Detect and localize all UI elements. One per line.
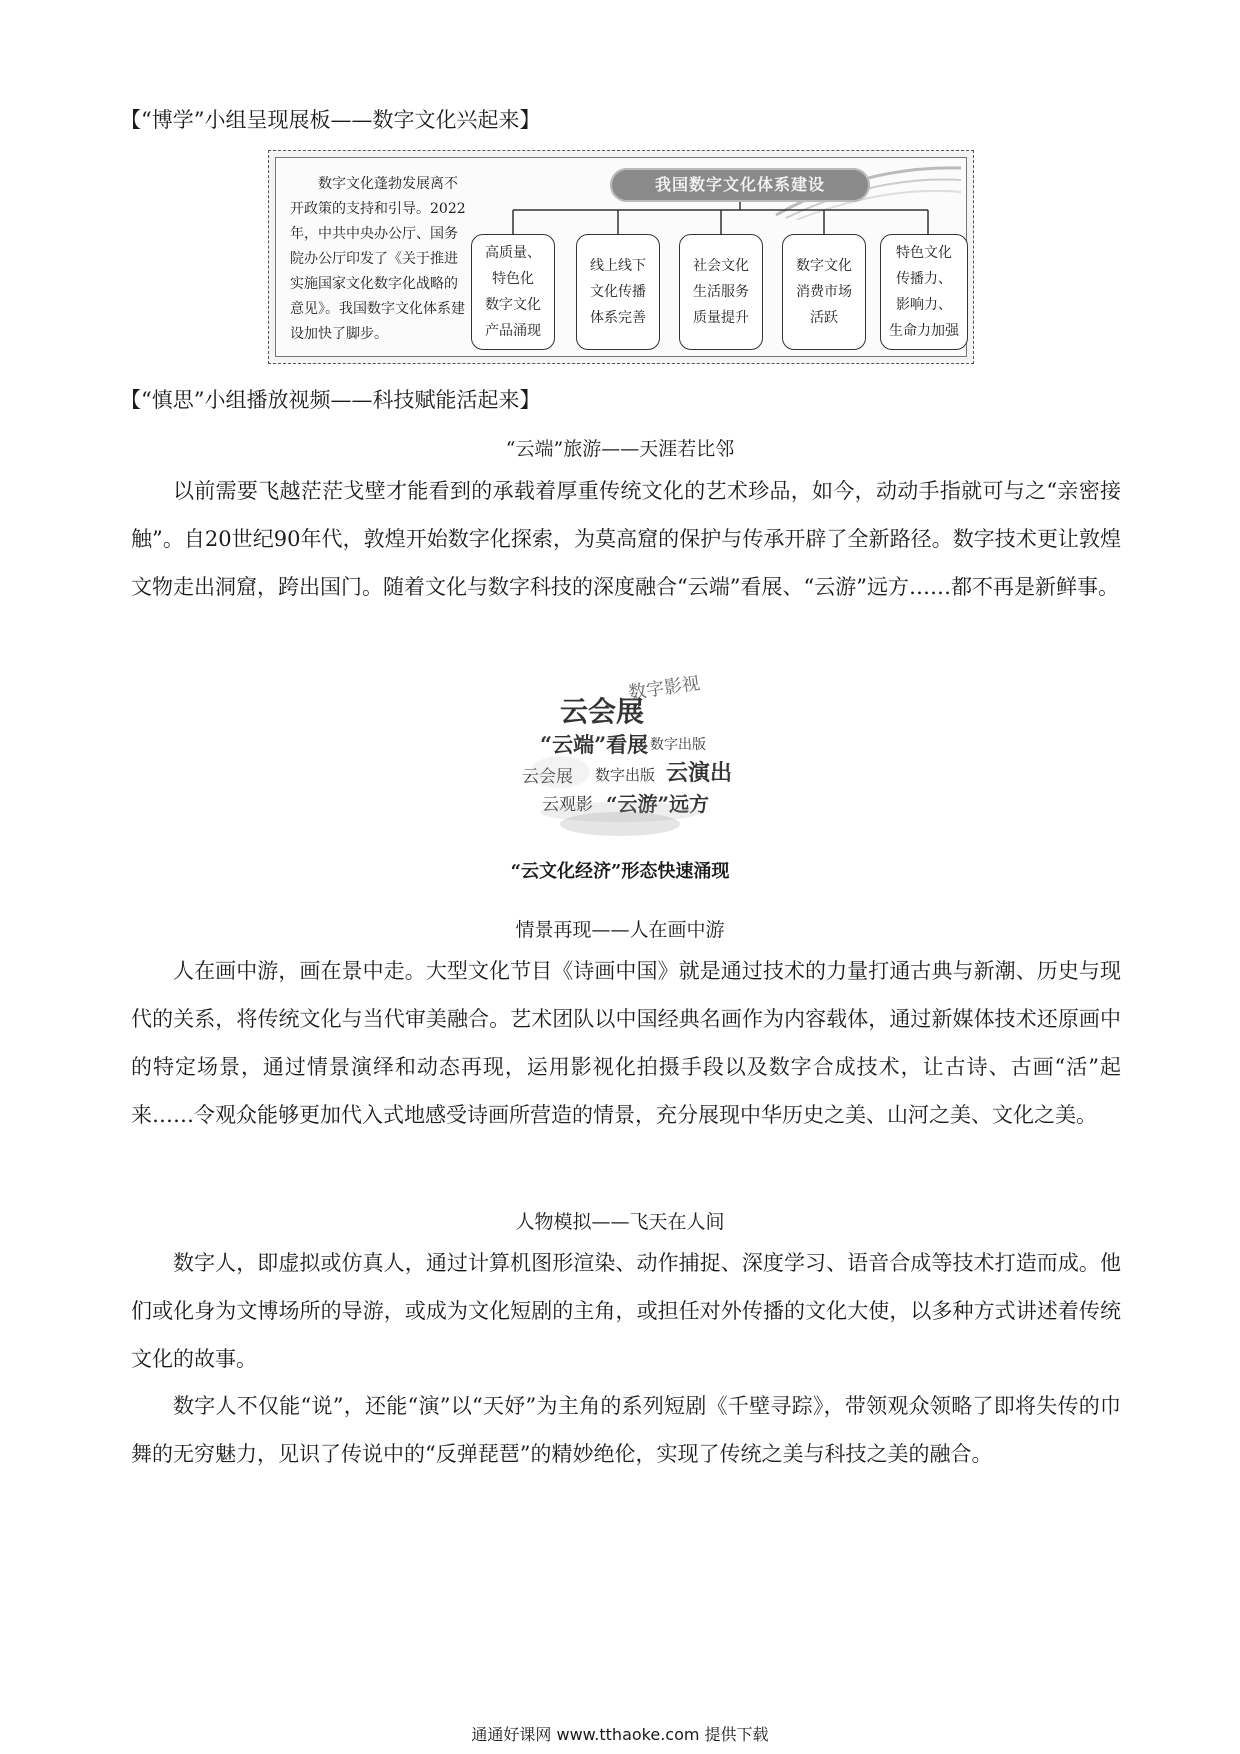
word-cloud [520, 672, 733, 842]
box-line: 高质量、 [485, 245, 541, 261]
cloud-word: 数字出版 [595, 766, 656, 784]
box-line: 产品涌现 [485, 323, 541, 339]
cloud-word: “云游”远方 [606, 792, 710, 816]
board-box-4 [782, 234, 866, 350]
box-line: 文化传播 [590, 284, 646, 300]
box-line: 传播力、 [896, 271, 952, 287]
board-box-5 [880, 234, 968, 350]
board-intro-text: 数字文化蓬勃发展离不开政策的支持和引导。2022年，中共中央办公厅、国务院办公厅印发了《关于推进实施国家文化数字化战略的意见》。我国数字文化体系建设加快了脚步。 [290, 176, 466, 342]
paragraph-scene-recreation: 人在画中游，画在景中走。大型文化节目《诗画中国》就是通过技术的力量打通古典与新潮、历史与现代的关系，将传统文化与当代审美融合。艺术团队以中国经典名画作为内容载体，通过新媒体技术还原画中的特定场景，通过情景演绎和动态再现，运用影视化拍摄手段以及数字合成技术，让古诗、古画“活”起来……令观众能够更加代入式地感受诗画所营造的情景，充分展现中华历史之美、山河之美、文化之美。 [131, 959, 1121, 1127]
cloud-word: 云观影 [542, 795, 593, 815]
box-line: 生活服务 [693, 284, 749, 300]
display-board [268, 150, 974, 364]
box-line: 数字文化 [796, 258, 852, 274]
board-inner [275, 157, 967, 357]
board-box-1 [471, 234, 555, 350]
cloud-word: 数字影视 [627, 673, 702, 704]
box-line: 活跃 [810, 310, 838, 326]
section2-heading: 【“慎思”小组播放视频——科技赋能活起来】 [120, 388, 541, 412]
cloud-word: “云端”看展 [540, 732, 649, 757]
cloud-word: 云会展 [560, 695, 645, 728]
cloud-word: 云演出 [666, 760, 733, 786]
subtitle-cloud-tourism: “云端”旅游——天涯若比邻 [505, 438, 735, 460]
word-cloud-caption: “云文化经济”形态快速涌现 [510, 861, 730, 882]
page-footer: 通通好课网 www.tthaoke.com 提供下载 [471, 1725, 769, 1744]
box-line: 数字文化 [485, 297, 541, 313]
box-line: 体系完善 [590, 310, 646, 326]
subtitle-scene-recreation: 情景再现——人在画中游 [515, 919, 725, 941]
box-line: 特色文化 [896, 245, 952, 261]
paragraph-digital-human-2: 数字人不仅能“说”，还能“演”以“天妤”为主角的系列短剧《千壁寻踪》，带领观众领略了即将失传的巾舞的无穷魅力，见识了传说中的“反弹琵琶”的精妙绝伦，实现了传统之美与科技之美的融合。 [131, 1394, 1121, 1466]
cloud-word: 云会展 [522, 767, 573, 787]
system-title: 我国数字文化体系建设 [610, 168, 870, 202]
paragraph-digital-human-1: 数字人，即虚拟或仿真人，通过计算机图形渲染、动作捕捉、深度学习、语音合成等技术打造而成。他们或化身为文博场所的导游，或成为文化短剧的主角，或担任对外传播的文化大使，以多种方式讲述着传统文化的故事。 [131, 1251, 1121, 1371]
box-line: 特色化 [492, 271, 534, 287]
section1-heading: 【“博学”小组呈现展板——数字文化兴起来】 [120, 108, 541, 132]
cloud-word: 数字出版 [650, 737, 706, 753]
board-box-3 [679, 234, 763, 350]
box-line: 生命力加强 [889, 323, 959, 339]
box-line: 线上线下 [590, 258, 646, 274]
subtitle-digital-human: 人物模拟——飞天在人间 [515, 1211, 725, 1233]
box-line: 社会文化 [693, 258, 749, 274]
box-line: 质量提升 [693, 310, 749, 326]
paragraph-cloud-tourism: 以前需要飞越茫茫戈壁才能看到的承载着厚重传统文化的艺术珍品，如今，动动手指就可与之“亲密接触”。自20世纪90年代，敦煌开始数字化探索，为莫高窟的保护与传承开辟了全新路径。数字技术更让敦煌文物走出洞窟，跨出国门。随着文化与数字科技的深度融合“云端”看展、“云游”远方……都不再是新鲜事。 [131, 479, 1121, 599]
cloud-texture-icon [520, 672, 720, 842]
box-line: 消费市场 [796, 284, 852, 300]
board-box-2 [576, 234, 660, 350]
box-line: 影响力、 [896, 297, 952, 313]
